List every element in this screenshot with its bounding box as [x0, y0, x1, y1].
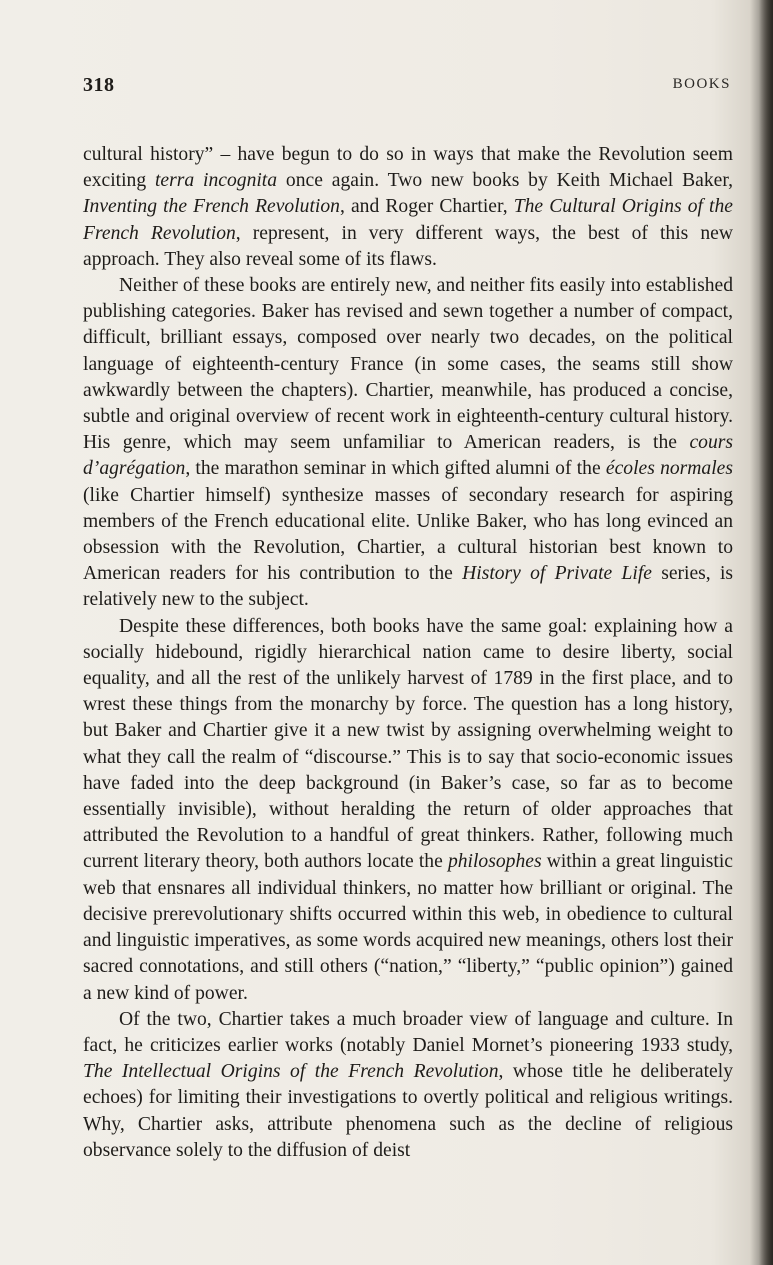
paragraph-1: [83, 142, 733, 273]
text-run: , and Roger Chartier,: [339, 196, 514, 218]
body-text: [83, 142, 733, 1164]
text-run: cultural history” – have begun to do so in ways that make the Revolution seem exciting: [83, 144, 733, 192]
text-run: , whose title he deliberately echoes) for limiting their investigations to overtly political and religious writings. Why, Chartier asks, attribute phenomena such as the decline of religious observance solely to the diffusion of deist: [83, 1061, 733, 1161]
text-run: , represent, in very different ways, the best of this new approach. They also reveal some of its flaws.: [83, 222, 733, 270]
text-run: , the marathon seminar in which gifted alumni of the: [185, 458, 606, 480]
italic-text: cours d’agrégation: [83, 432, 733, 480]
italic-text: écoles normales: [605, 458, 733, 480]
italic-text: History of Private Life: [462, 563, 652, 585]
text-run: series, is relatively new to the subject.: [83, 563, 734, 611]
text-run: Neither of these books are entirely new, and neither fits easily into established publishing categories. Baker has revised and sewn together a number of compact, difficult, brilliant essays, composed over nearly two decades, on the political language of eighteenth-century France (in some cases, the seams still show awkwardly between the chapters). Chartier, meanwhile, has produced a concise, subtle and original overview of recent work in eighteenth-century cultural history. His genre, which may seem unfamiliar to American readers, is the: [83, 275, 733, 454]
running-head: BOOKS: [672, 76, 731, 92]
paragraph-4: [83, 1007, 733, 1164]
italic-text: Inventing the French Revolution: [83, 196, 340, 218]
text-run: within a great linguistic web that ensnares all individual thinkers, no matter how brilliant or original. The decisive prerevolutionary shifts occurred within this web, in obedience to cultural and linguistic imperatives, as some words acquired new meanings, others lost their sacred connotations, and still others (“nation,” “liberty,” “public opinion”) gained a new kind of power.: [83, 851, 733, 1004]
page-header: [83, 74, 731, 102]
text-run: (like Chartier himself) synthesize masses of secondary research for aspiring members of the French educational elite. Unlike Baker, who has long evinced an obsession with the Revolution, Chartier, a cultural historian best known to American readers for his contribution to the: [83, 484, 733, 585]
italic-text: terra incognita: [154, 170, 278, 192]
italic-text: The Cultural Origins of the French Revolution: [83, 196, 733, 244]
italic-text: The Intellectual Origins of the French Revolution: [83, 1061, 499, 1083]
page-number: 318: [83, 74, 115, 96]
page-edge-shadow: [759, 0, 773, 1265]
text-run: Despite these differences, both books have the same goal: explaining how a socially hidebound, rigidly hierarchical nation came to desire liberty, social equality, and all the rest of the unlikely harvest of 1789 in the first place, and to wrest these things from the monarchy by force. The question has a long history, but Baker and Chartier give it a new twist by assigning overwhelming weight to what they call the realm of “discourse.” This is to say that socio-economic issues have faded into the deep background (in Baker’s case, so far as to become essentially invisible), without heralding the return of older approaches that attributed the Revolution to a handful of great thinkers. Rather, following much current literary theory, both authors locate the: [83, 615, 733, 873]
text-run: once again. Two new books by Keith Michael Baker,: [277, 170, 733, 192]
text-run: Of the two, Chartier takes a much broader view of language and culture. In fact, he criticizes earlier works (notably Daniel Mornet’s pioneering 1933 study,: [83, 1008, 733, 1056]
paragraph-3: [83, 614, 733, 1007]
italic-text: philosophes: [447, 851, 542, 873]
paragraph-2: [83, 273, 733, 614]
